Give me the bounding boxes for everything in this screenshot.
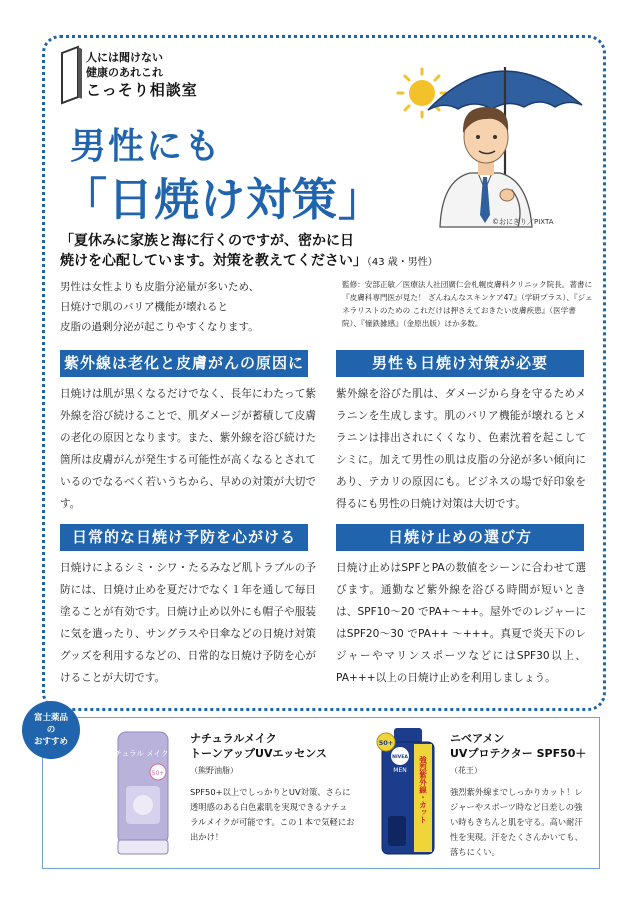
package-sub-2: MEN [393, 767, 407, 774]
question-line-1: 「夏休みに家族と海に行くのですが、密かに日 [60, 233, 354, 249]
section-heading-men-need-care: 男性も日焼け対策が必要 [336, 350, 584, 377]
badge-line-2: の [46, 725, 56, 735]
series-title: こっそり相談室 [86, 81, 198, 99]
product-maker-2: （花王） [450, 766, 482, 775]
question-asker: （43 歳・男性） [366, 257, 438, 268]
section-body-daily-prevention: 日焼けによるシミ・シワ・たるみなど肌トラブルの予防には、日焼け止めを夏だけでなく１年を通して毎日塗ることが有効です。日焼け止め以外にも帽子や服装に気を遣ったり、サングラスや日傘などの日焼け対策グッズを利用するなどの、日常的な日焼け予防を心がけることが大切です。 [60, 562, 316, 684]
lead-line: 男性は女性よりも皮脂分泌量が多いため、 [60, 281, 260, 293]
image-credit: ©おにぎり／PIXTA [492, 218, 554, 226]
package-banner-2: 強烈紫外線・カット [418, 756, 428, 824]
section-body-men-need-care: 紫外線を浴びた肌は、ダメージから身を守るためメラニンを生成します。肌のバリア機能が壊れるとメラニンは排出されにくくなり、色素沈着を起こしてシミに。加えて男性の肌は皮脂の分泌が多い傾向にあり、テカリの原因にも。ビジネスの場で好印象を得るにも男性の日焼け対策は大切です。 [336, 388, 586, 510]
sun-icon [398, 69, 446, 117]
title-line-1: 男性にも [70, 126, 223, 167]
recommendation-badge [22, 701, 80, 759]
badge-line-1: 富士薬品 [33, 713, 68, 723]
question-line-2: 焼けを心配しています。対策を教えてください」 [60, 253, 367, 269]
section-body-choosing-sunscreen: 日焼け止めはSPFとPAの数値をシーンに合わせて選びます。通勤など紫外線を浴びる時間が短いときは、SPF10～20 でPA+～++。屋外でのレジャーにはSPF20～30 でPA++ ～+++。真夏で炎天下のレジャーやマリンスポーツなどにはSPF30以上、PA+++以上の日焼け止めを利用しましょう。 [336, 562, 586, 684]
product-name-line: UVプロテクター SPF50＋ [450, 747, 587, 760]
package-spf-2: 50+ [378, 739, 394, 747]
reader-question [60, 231, 580, 273]
lead-paragraph [60, 277, 330, 337]
product-name-line: トーンアップUVエッセンス [190, 747, 327, 760]
section-body-uv-aging: 日焼けは肌が黒くなるだけでなく、長年にわたって紫外線を浴び続けることで、肌ダメージが蓄積して皮膚の老化の原因となります。また、紫外線を浴び続けた箇所は皮膚がんが発生する可能性が高くなるとされているのでなるべく若いうちから、早めの対策が大切です。 [60, 388, 316, 510]
package-spf-1: 50+ [151, 770, 165, 777]
section-heading-daily-prevention: 日常的な日焼け予防を心がける [60, 524, 308, 551]
series-label [86, 50, 198, 98]
product-desc-1: SPF50+以上でしっかりとUV対策、さらに透明感のある白色素肌を実現できるナチュラルメイクが可能です。この１本で気軽にお出かけ！ [190, 787, 355, 842]
lead-line: 日焼けで肌のバリア機能が壊れると [60, 301, 228, 313]
product-maker-1: （熊野油脂） [190, 766, 238, 775]
product-name-line: ナチュラルメイク [190, 732, 277, 745]
product-image-natural-make [106, 728, 180, 856]
product-name-2 [450, 731, 586, 761]
series-line-2: 健康のあれこれ [86, 66, 163, 79]
section-heading-choosing-sunscreen: 日焼け止めの選び方 [336, 524, 584, 551]
package-brand-2: NIVEA [392, 755, 408, 760]
supervisor-note: 監修：安部正敏／医療法人社団廣仁会札幌皮膚科クリニック院長。著書に『皮膚科専門医が見た！ ざんねんなスキンケア47』（学研プラス）、『ジェネラリストのための これだけは押さえておきたい皮膚疾患』（医学書院）、『憧鉄雑感』（金原出版）ほか多数。 [342, 280, 593, 328]
title-line-2: 「日焼け対策」 [62, 173, 385, 226]
man-with-umbrella-illustration [400, 55, 590, 227]
badge-line-3: おすすめ [33, 737, 69, 747]
section-heading-uv-aging: 紫外線は老化と皮膚がんの原因に [60, 350, 308, 377]
product-name-1 [190, 731, 327, 761]
product-image-nivea-men [372, 726, 444, 858]
product-name-line: ニベアメン [450, 732, 505, 745]
product-desc-2: 強烈紫外線までしっかりカット！レジャーやスポーツ時など日差しの強い時もきちんと肌を守る。高い耐汗性を実現。汗をたくさんかいても、落ちにくい。 [450, 787, 583, 857]
package-text-1: ナチュラル メイクUV [106, 749, 180, 758]
lead-line: 皮脂の過剰分泌が起こりやすくなります。 [60, 321, 259, 333]
series-line-1: 人には聞けない [86, 51, 163, 64]
